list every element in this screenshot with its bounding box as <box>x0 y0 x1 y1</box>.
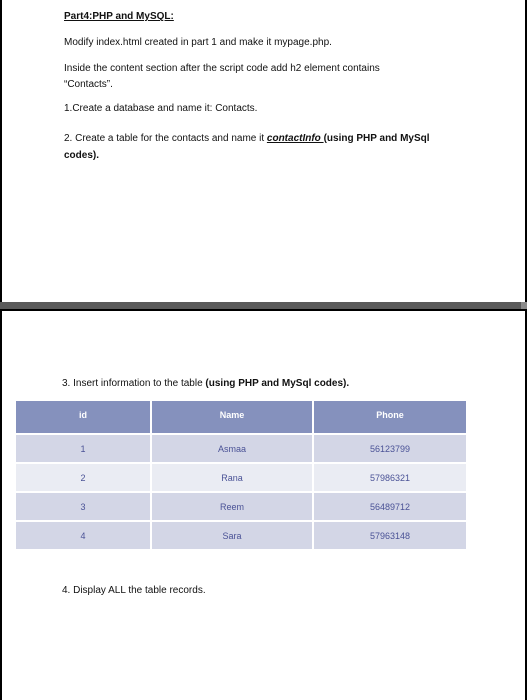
section-heading: Part4:PHP and MySQL: <box>64 11 174 22</box>
instruction-modify: Modify index.html created in part 1 and make it mypage.php. <box>64 37 332 48</box>
table-row <box>16 522 466 549</box>
cell-name: Reem <box>152 493 312 520</box>
step-3-bold: (using PHP and MySql codes). <box>205 378 350 389</box>
page-divider <box>0 302 527 309</box>
table-row <box>16 493 466 520</box>
cell-id: 3 <box>16 493 150 520</box>
step-2-text: 2. Create a table for the contacts and name it <box>64 133 267 144</box>
step-4-display: 4. Display ALL the table records. <box>62 585 206 596</box>
table-header-row <box>16 401 466 433</box>
cell-id: 2 <box>16 464 150 491</box>
cell-name: Rana <box>152 464 312 491</box>
cell-phone: 56123799 <box>314 435 466 462</box>
step-3-insert <box>62 377 349 391</box>
cell-phone: 57986321 <box>314 464 466 491</box>
step-1-create-database: 1.Create a database and name it: Contacts. <box>64 103 258 114</box>
step-2-create-table <box>64 132 430 146</box>
document-page-1 <box>0 0 527 302</box>
cell-id: 4 <box>16 522 150 549</box>
header-name: Name <box>152 401 312 433</box>
cell-name: Sara <box>152 522 312 549</box>
instruction-h2-contacts: “Contacts”. <box>64 79 113 90</box>
step-2-continued <box>64 149 99 163</box>
cell-name: Asmaa <box>152 435 312 462</box>
table-name-contactinfo: contactInfo <box>266 133 324 144</box>
step-3-text: 3. Insert information to the table <box>62 378 206 389</box>
step-2-bold-codes: codes). <box>64 150 100 161</box>
cell-id: 1 <box>16 435 150 462</box>
table-row <box>16 435 466 462</box>
cell-phone: 57963148 <box>314 522 466 549</box>
table-row <box>16 464 466 491</box>
header-id: id <box>16 401 150 433</box>
cell-phone: 56489712 <box>314 493 466 520</box>
instruction-h2: Inside the content section after the script code add h2 element contains <box>64 63 380 74</box>
contacts-table <box>14 399 468 551</box>
scrollbar-thumb[interactable] <box>521 302 527 309</box>
header-phone: Phone <box>314 401 466 433</box>
step-2-bold: (using PHP and MySql <box>323 133 430 144</box>
